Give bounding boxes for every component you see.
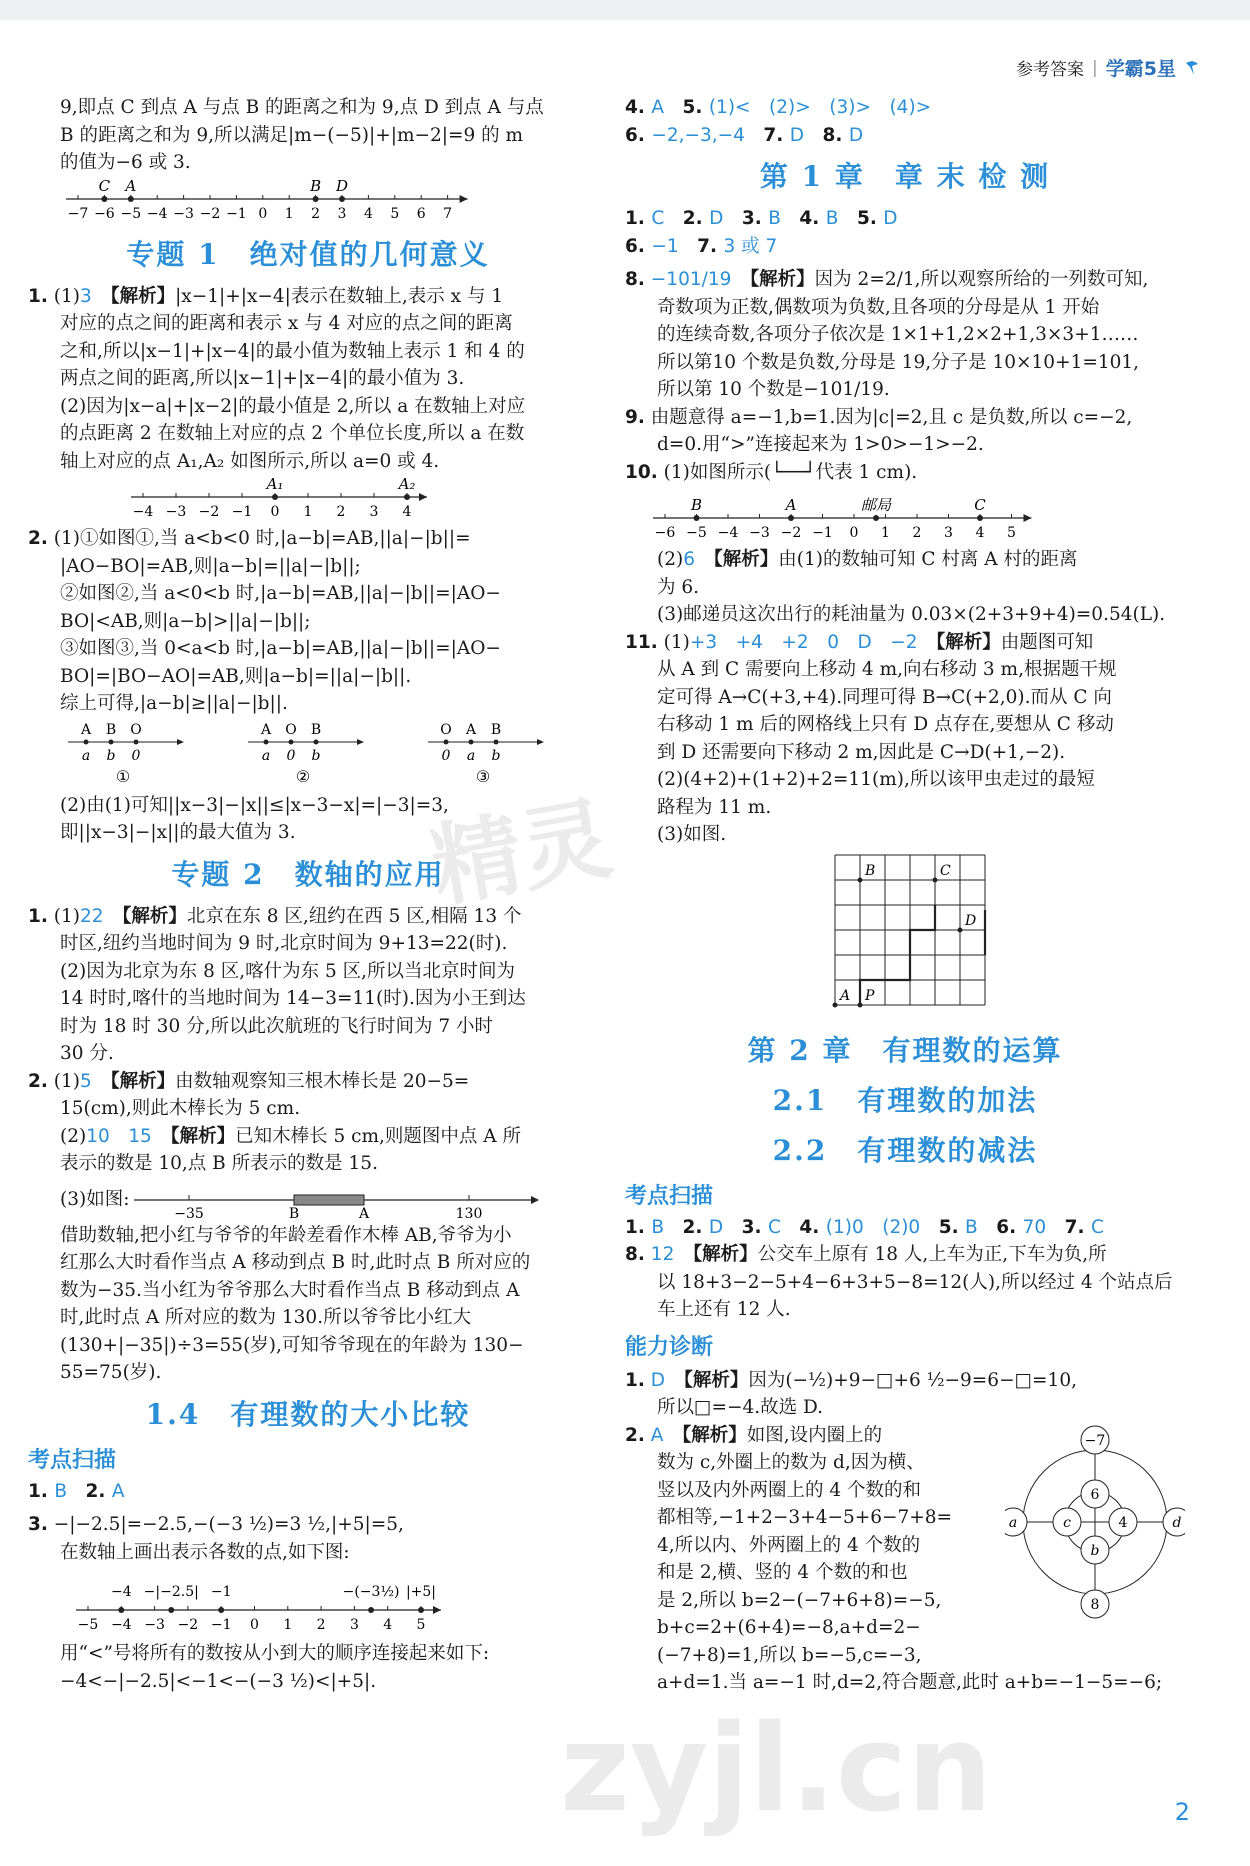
tick-label: −2 [780, 525, 802, 541]
tick-label: −35 [174, 1205, 205, 1222]
point-label: B [690, 496, 703, 514]
point [101, 196, 107, 202]
text-line: 15(cm),则此木棒长为 5 cm. [60, 1098, 301, 1119]
section-title-2-1: 2.1 有理数的加法 [772, 1083, 1038, 1117]
point-label: O [130, 721, 142, 738]
point [977, 515, 983, 521]
tick-label: 4 [402, 504, 412, 520]
text-line: 即||x−3|−|x||的最大值为 3. [60, 822, 296, 843]
stick-rect [294, 1195, 364, 1205]
tick-label: −6 [654, 525, 676, 541]
text-line: 到 D 还需要向下移动 2 m,因此是 C→D(+1,−2). [657, 741, 1066, 763]
number-line-3 [28, 1566, 588, 1636]
tick-label: 0 [258, 205, 268, 222]
tick-label: 5 [390, 205, 400, 222]
node-label: a [1008, 1514, 1018, 1531]
tick-label: 2 [912, 525, 922, 541]
point-label: O [440, 721, 452, 738]
top-bar [0, 0, 1250, 20]
node-label: b [1090, 1542, 1100, 1559]
tick-label: −5 [120, 205, 142, 222]
point [264, 739, 269, 744]
kaodian-heading-2: 考点扫描 [625, 1183, 714, 1209]
answer: B [825, 208, 857, 229]
tick-label: −5 [77, 1617, 99, 1633]
point-label: B [105, 721, 117, 738]
number-line-1 [28, 475, 588, 521]
text-line: 是 2,所以 b=2−(−7+6+8)=−5, [657, 1589, 942, 1611]
tick-label: 7 [443, 205, 453, 222]
tick-label: 4 [383, 1617, 393, 1633]
nengli-heading: 能力诊断 [625, 1334, 714, 1360]
intro-line: 的值为−6 或 3. [60, 152, 191, 173]
tick-label: −3 [749, 525, 770, 541]
tick-label: −7 [67, 205, 89, 222]
node-label: 4 [1118, 1514, 1128, 1531]
tick-label: 0 [270, 504, 280, 520]
circle-figure [1005, 1422, 1185, 1622]
tick-label: 0 [849, 525, 859, 541]
point-value: b [311, 747, 321, 764]
text-line: d=0.用“>”连接起来为 1>0>−1>−2. [657, 434, 984, 455]
grid-point [958, 927, 963, 932]
three-number-lines [28, 718, 588, 788]
answer: A [651, 97, 683, 118]
answer: 70 [1022, 1216, 1065, 1238]
text-line: 借助数轴,把小红与爷爷的年龄差看作木棒 AB,爷爷为小 [60, 1224, 512, 1246]
tick-label: 3 [944, 525, 953, 541]
point [368, 1607, 374, 1613]
text-line: (2)(4+2)+(1+2)+2=11(m),所以该甲虫走过的最短 [657, 769, 1095, 790]
q4-solution [28, 1095, 588, 1123]
tick-label: 4 [363, 205, 373, 222]
point-label: A [80, 721, 92, 738]
number-line-post [625, 486, 1185, 542]
q3-solution [28, 930, 588, 1068]
arrow-icon [531, 1196, 539, 1204]
text-line: BO|=|BO−AO|=AB,则|a−b|=||a|−|b||. [60, 665, 412, 687]
kaodian-heading: 考点扫描 [28, 1447, 117, 1473]
text-line: 的连续奇数,各项分子依次是 1×1+1,2×2+1,3×3+1…… [657, 324, 1139, 345]
point [289, 739, 294, 744]
text-line: 所以第 10 个数是−101/19. [657, 379, 890, 400]
text-line: 和是 2,横、竖的 4 个数的和也 [657, 1562, 908, 1583]
page-header: 参考答案 | 学霸5星 [1016, 54, 1200, 81]
brand-logo: 学霸5星 [1105, 58, 1176, 80]
tick-label: 3 [337, 205, 347, 222]
point-label: −|−2.5| [143, 1584, 199, 1600]
q2-conclusion [28, 792, 588, 847]
point-value: b [491, 747, 501, 764]
point-label: B [310, 721, 322, 738]
point-value: a [466, 747, 476, 764]
right-column: 4. A 5. (1)< (2)> (3)> (4)> 6. −2,−3,−4 7. D 8. D 第 1 章 章 末 检 测 1. C 2. D 3. B 4. B 5. D 6. −1 7. 3 或 7 8. −101/19 【解析】因为 2=2/1,所以观察所给的一列数可知, 奇数项为正数,偶数项为负数,且各项的分母是从 1 开始 的连续奇数,各项分子依次是 1×1+1,2×2+1,3×3+1…… 所以第10 个数是负数,分母是 19,分子是 10×10+1=101, 所以第 10 个数是−101/19. 9. 由题意得 a=−1,b=1.因为|c|=2,且 c 是负数,所以 c=−2, d=0.用“>”连接起来为 1>0>−1>−2. 10. (1)如图所示(└──┘代表 1 cm). −6 −5 −4 −3 −2 −1 0 1 2 3 4 5 B A 邮局 C (2)6 【解析】由(1)的数轴可知 C 村离 A 村的距离 为 6. (3)邮递员这次出行的耗油量为 0.03×(2+3+9+4)=0.54(L). 11. (1)+3 +4 +2 0 D −2 【解析】由题图可知 从 A 到 C 需要向上移动 4 m,向右移动 3 m,根据题干规 定可得 A→C(+3,+4).同理可得 B→C(+2,0).而从 C 向 右移动 1 m 后的网格线上只有 D 点存在,要想从 C 移动 到 D 还需要向下移动 2 m,因此是 C→D(+1,−2). (2)(4+2)+(1+2)+2=11(m),所以该甲虫走过的最短 路程为 11 m. (3)如图. B C D A P 第 2 章 有理数的运算 2.1 有理数的加法 2.2 有理数的减法 考点扫描 1. B 2. D 3. C 4. (1)0 (2)0 5. B 6. 70 7. C 8. 12 【解析】公交车上原有 18 人,上车为正,下车为负,所 以 18+3−2−5+4−6+3+5−8=12(人),所以经过 4 个站点后 车上还有 12 人. 能力诊断 1. D 【解析】因为(−½)+9−□+6 ½−9=6−□=10, 所以□=−4.故选 D. −7 6 c 4 b a d 8 2. A 【解析】如图,设内圈上的 数为 c,外圈上的数为 d,因为横、 竖以及内外两圈上的 4 个数的和 都相等,−1+2−3+4−5+6−7+8= 4,所以内、外两圈上的 4 个数的 和是 2,横、竖的 4 个数的和也 是 2,所以 b=2−(−7+6+8)=−5, b+c=2+(6+4)=−8,a+d=2− (−7+8)=1,所以 b=−5,c=−3, a+d=1.当 a=−1 时,d=2,符合题意,此时 a+b=−1−5=−6; [625, 94, 1185, 1697]
tick-label: 5 [416, 1617, 426, 1633]
point [873, 515, 879, 521]
text-line: 时区,纽约当地时间为 9 时,北京时间为 9+13=22(时). [60, 933, 508, 954]
point [314, 739, 319, 744]
point [694, 515, 700, 521]
text-line: (2)因为|x−a|+|x−2|的最小值是 2,所以 a 在数轴上对应 [60, 395, 526, 417]
section-title-1-4: 1.4 有理数的大小比较 [145, 1397, 471, 1431]
arrow-icon [460, 195, 468, 203]
answer: D [848, 124, 882, 146]
point-label: A [465, 721, 477, 738]
text-line: 55=75(岁). [60, 1362, 162, 1383]
text-line: 4,所以内、外两圈上的 4 个数的 [657, 1534, 921, 1556]
section-title-2-2: 2.2 有理数的减法 [772, 1133, 1038, 1167]
answer: 3 或 7 [723, 235, 796, 257]
text-line: 30 分. [60, 1043, 114, 1064]
text-line: a+d=1.当 a=−1 时,d=2,符合题意,此时 a+b=−1−5=−6; [657, 1672, 1163, 1693]
bird-icon [1184, 59, 1200, 77]
tick-label: 4 [975, 525, 985, 541]
text-line: 两点之间的距离,所以|x−1|+|x−4|的最小值为 3. [60, 368, 465, 389]
point [134, 739, 139, 744]
grid-point-label: A [840, 987, 851, 1004]
figure-caption: ① [115, 766, 131, 786]
arrow-icon [537, 739, 544, 745]
text-line: 数为 c,外圈上的数为 d,因为横、 [657, 1452, 925, 1473]
text-line: 定可得 A→C(+3,+4).同理可得 B→C(+2,0).而从 C 向 [657, 686, 1112, 708]
grid-point-label: C [940, 862, 951, 879]
text-line: |AO−BO|=AB,则|a−b|=||a|−|b||; [60, 555, 361, 577]
intro-line: 9,即点 C 到点 A 与点 B 的距离之和为 9,点 D 到点 A 与点 [60, 97, 544, 118]
point-value: 0 [441, 747, 451, 764]
point [418, 1607, 424, 1613]
arrow-icon [1024, 514, 1032, 522]
point-label: B [310, 176, 322, 195]
text-line: b+c=2+(6+4)=−8,a+d=2− [657, 1617, 921, 1638]
tick-label: 2 [316, 1617, 326, 1633]
tick-label: 1 [284, 205, 294, 222]
point-label: O [285, 721, 297, 738]
tick-label: 2 [311, 205, 321, 222]
text-line: 综上可得,|a−b|≥||a|−|b||. [60, 693, 288, 714]
point [469, 739, 474, 744]
tick-label: −1 [231, 504, 253, 520]
tick-label: −1 [226, 205, 247, 222]
point-label: −4 [110, 1584, 132, 1600]
number-line-0 [28, 177, 588, 223]
grid-point [833, 1002, 838, 1007]
text-line: (130+|−35|)÷3=55(岁),可知爷爷现在的年龄为 130− [60, 1334, 524, 1356]
answer: (1)0 (2)0 [825, 1216, 939, 1238]
tick-label: −5 [686, 525, 707, 541]
answer: D [789, 124, 823, 146]
tick-label: 5 [1007, 525, 1016, 541]
page-number: 2 [1174, 1798, 1190, 1826]
answer: B [768, 208, 800, 229]
text-line: (3)邮递员这次出行的耗油量为 0.03×(2+3+9+4)=0.54(L). [657, 604, 1166, 625]
point-value: a [81, 747, 91, 764]
tick-label: 1 [881, 525, 890, 541]
q2-solution [28, 553, 588, 718]
answer-row-1-2: 1. B 2. A [28, 1480, 144, 1502]
point-label: A₁ [266, 475, 284, 493]
figure-caption: ③ [475, 766, 491, 786]
point-value: b [106, 747, 116, 764]
node-label: d [1172, 1514, 1182, 1531]
point-label: |+5| [405, 1584, 437, 1600]
answer: B [651, 1216, 683, 1238]
tick-label: −1 [812, 525, 833, 541]
tick-label: 3 [369, 504, 379, 520]
text-line: 的点距离 2 在数轴上对应的点 2 个单位长度,所以 a 在数 [60, 423, 525, 444]
section-title-topic1: 专题 1 绝对值的几何意义 [126, 237, 490, 271]
point-label: A [125, 176, 137, 195]
point [272, 494, 278, 500]
tick-label: −1 [210, 1617, 232, 1633]
answer: D [709, 208, 742, 229]
grid-point [933, 877, 938, 882]
point [339, 196, 345, 202]
text-line: 以 18+3−2−5+4−6+3+5−8=12(人),所以经过 4 个站点后 [657, 1271, 1173, 1293]
point [494, 739, 499, 744]
point-label: 邮局 [861, 496, 892, 514]
point-label: A [785, 496, 797, 514]
text-line: ②如图②,当 a<0<b 时,|a−b|=AB,||a|−|b||=|AO− [60, 583, 501, 604]
text-line: 14 时时,喀什的当地时间为 14−3=11(时).因为小王到达 [60, 988, 526, 1009]
point-label: A₂ [398, 475, 416, 493]
tick-label: −2 [198, 504, 220, 520]
grid-point-label: B [865, 862, 876, 879]
tick-label: 1 [283, 1617, 293, 1633]
tick-label: −4 [132, 504, 154, 520]
text-line: 为 6. [657, 576, 700, 598]
point-label: C [974, 496, 986, 514]
tick-label: −4 [146, 205, 168, 222]
grid-point-label: P [865, 987, 875, 1004]
point-label: C [98, 176, 111, 195]
node-label: 8 [1090, 1596, 1100, 1613]
left-column: 9,即点 C 到点 A 与点 B 的距离之和为 9,点 D 到点 A 与点 B 的距离之和为 9,所以满足|m−(−5)|+|m−2|=9 的 m 的值为−6 或 3. −7 −6 −5 −4 −3 −2 −1 0 1 2 3 4 5 6 7 C A B D 专题 1 绝对值的几何意义 1. (1)3 【解析】|x−1|+|x−4|表示在数轴上,表示 x 与 1 对应的点之间的距离和表示 x 与 4 对应的点之间的距离 之和,所以|x−1|+|x−4|的最小值为数轴上表示 1 和 4 的 两点之间的距离,所以|x−1|+|x−4|的最小值为 3. (2)因为|x−a|+|x−2|的最小值是 2,所以 a 在数轴上对应 的点距离 2 在数轴上对应的点 2 个单位长度,所以 a 在数 轴上对应的点 A₁,A₂ 如图所示,所以 a=0 或 4. −4 −3 −2 −1 0 1 2 3 4 A₁ A₂ 2. (1)①如图①,当 a<b<0 时,|a−b|=AB,||a|−|b||= |AO−BO|=AB,则|a−b|=||a|−|b||; ②如图②,当 a<0<b 时,|a−b|=AB,||a|−|b||=|AO− BO|<AB,则|a−b|>||a|−|b||; ③如图③,当 0<a<b 时,|a−b|=AB,||a|−|b||=|AO− BO|=|BO−AO|=AB,则|a−b|=||a|−|b||. 综上可得,|a−b|≥||a|−|b||. A a B b O 0 ① A a O 0 B b ② O 0 A a B b ③ (2)由(1)可知||x−3|−|x||≤|x−3−x|=|−3|=3, 即||x−3|−|x||的最大值为 3. 专题 2 数轴的应用 1. (1)22 【解析】北京在东 8 区,纽约在西 5 区,相隔 13 个 时区,纽约当地时间为 9 时,北京时间为 9+13=22(时). (2)因为北京为东 8 区,喀什为东 5 区,所以当北京时间为 14 时时,喀什的当地时间为 14−3=11(时).因为小王到达 时为 18 时 30 分,所以此次航班的飞行时间为 7 小时 30 分. 2. (1)5 【解析】由数轴观察知三根木棒长是 20−5= 15(cm),则此木棒长为 5 cm. (2)10 15 【解析】已知木棒长 5 cm,则题图中点 A 所 表示的数是 10,点 B 所表示的数是 15. (3)如图: −35 B A 130 借助数轴,把小红与爷爷的年龄差看作木棒 AB,爷爷为小 红那么大时看作当点 A 移动到点 B 时,此时点 B 所对应的 数为−35.当小红为爷爷那么大时看作当点 B 移动到点 A 时,此时点 A 所对应的数为 130.所以爷爷比小红大 (130+|−35|)÷3=55(岁),可知爷爷现在的年龄为 130− 55=75(岁). 1.4 有理数的大小比较 考点扫描 1. B 2. A 3. −|−2.5|=−2.5,−(−3 ½)=3 ½,|+5|=5, 在数轴上画出表示各数的点,如下图: −5 −4 −3 −2 −1 0 1 2 3 4 5 −4 −|−2.5| −1 −(−3½) |+5| 用“<”号将所有的数按从小到大的顺序连接起来如下: −4<−|−2.5|<−1<−(−3 ½)<|+5|. [28, 94, 588, 1695]
text-line: (3)如图. [657, 824, 727, 845]
tick-label: −4 [110, 1617, 132, 1633]
tick-label: −2 [177, 1617, 199, 1633]
answer: B [965, 1216, 997, 1238]
text-line: 从 A 到 C 需要向上移动 4 m,向右移动 3 m,根据题干规 [657, 659, 1117, 680]
grid-point-label: D [965, 912, 977, 929]
tick-label: 130 [456, 1205, 483, 1222]
point [109, 739, 114, 744]
answer: D [708, 1216, 742, 1238]
answer: (1)< (2)> (3)> (4)> [708, 97, 950, 118]
bug-grid-figure [625, 849, 1185, 1019]
header-label: 参考答案 [1016, 60, 1085, 80]
answer: −2,−3,−4 [651, 124, 764, 146]
tick-label: 2 [336, 504, 346, 520]
section-title-ch2: 第 2 章 有理数的运算 [747, 1033, 1063, 1067]
stick-number-line [129, 1178, 549, 1222]
text-line: 车上还有 12 人. [657, 1299, 791, 1320]
point [313, 196, 319, 202]
tick-label: B [289, 1205, 300, 1222]
tick-label: 3 [349, 1617, 359, 1633]
answer: C [1090, 1216, 1123, 1238]
answer: C [651, 208, 683, 229]
tick-label: −6 [94, 205, 115, 222]
text-line: 之和,所以|x−1|+|x−4|的最小值为数轴上表示 1 和 4 的 [60, 340, 525, 362]
intro-paragraph [28, 94, 588, 177]
point [128, 196, 134, 202]
arrow-icon [357, 739, 364, 745]
tick-label: −3 [173, 205, 194, 222]
tick-label: 0 [250, 1617, 259, 1633]
answer: C [767, 1216, 800, 1238]
watermark-bottom: zyjl.cn [560, 1700, 993, 1839]
point-label: B [490, 721, 502, 738]
tick-label: −4 [717, 525, 739, 541]
tick-label: A [359, 1205, 370, 1222]
section-title-topic2: 专题 2 数轴的应用 [171, 857, 445, 891]
point [788, 515, 794, 521]
grid-point [858, 877, 863, 882]
watermark-center: 精灵 [423, 786, 620, 921]
text-line: 路程为 11 m. [657, 796, 772, 818]
answer: A [111, 1480, 144, 1502]
text-line: 竖以及内外两圈上的 4 个数的和 [657, 1479, 922, 1501]
tick-label: −2 [199, 205, 221, 222]
answer: B [54, 1480, 86, 1502]
point-label: A [260, 721, 272, 738]
text-line: 时,此时点 A 所对应的数为 130.所以爷爷比小红大 [60, 1307, 472, 1328]
point [168, 1607, 174, 1613]
section-title-ch1-test: 第 1 章 章 末 检 测 [759, 160, 1051, 193]
point-value: 0 [131, 747, 141, 764]
text-line: 时为 18 时 30 分,所以此次航班的飞行时间为 7 小时 [60, 1015, 494, 1037]
tick-label: −3 [144, 1617, 165, 1633]
arrow-icon [419, 493, 427, 501]
answer: −1 [651, 235, 698, 257]
point-label: D [335, 176, 349, 195]
point [84, 739, 89, 744]
point [404, 494, 410, 500]
text-line: 对应的点之间的距离和表示 x 与 4 对应的点之间的距离 [60, 313, 513, 334]
text-line: 红那么大时看作当点 A 移动到点 B 时,此时点 B 所对应的 [60, 1252, 531, 1273]
text-line: ③如图③,当 0<a<b 时,|a−b|=AB,||a|−|b||=|AO− [60, 638, 501, 659]
point-label: −1 [210, 1584, 232, 1600]
tick-label: −3 [165, 504, 187, 520]
point-value: a [261, 747, 271, 764]
q1-solution [28, 310, 588, 475]
text-line: 都相等,−1+2−3+4−5+6−7+8= [657, 1507, 953, 1528]
text-line: 数为−35.当小红为爷爷那么大时看作当点 B 移动到点 A [60, 1279, 520, 1301]
arrow-icon [433, 1606, 441, 1614]
text-line: 表示的数是 10,点 B 所表示的数是 15. [60, 1153, 378, 1174]
text-line: (2)由(1)可知||x−3|−|x||≤|x−3−x|=|−3|=3, [60, 794, 449, 816]
tick-label: 1 [303, 504, 313, 520]
intro-line: B 的距离之和为 9,所以满足|m−(−5)|+|m−2|=9 的 m [60, 124, 524, 146]
point-label: −(−3½) [342, 1584, 400, 1600]
text-line: 奇数项为正数,偶数项为负数,且各项的分母是从 1 开始 [657, 296, 1100, 318]
tick-label: 6 [416, 205, 426, 222]
point [218, 1607, 224, 1613]
point-value: 0 [286, 747, 296, 764]
answer: D [883, 208, 917, 229]
text-line: 轴上对应的点 A₁,A₂ 如图所示,所以 a=0 或 4. [60, 450, 440, 472]
text-line: 所以第10 个数是负数,分母是 19,分子是 10×10+1=101, [657, 351, 1140, 373]
figure-caption: ② [295, 766, 311, 786]
arrow-icon [177, 739, 184, 745]
text-line: 右移动 1 m 后的网格线上只有 D 点存在,要想从 C 移动 [657, 714, 1114, 735]
text-line: (2)因为北京为东 8 区,喀什为东 5 区,所以当北京时间为 [60, 960, 516, 982]
q4-conclusion [28, 1222, 588, 1387]
node-label: −7 [1084, 1432, 1106, 1449]
text-line: (−7+8)=1,所以 b=−5,c=−3, [657, 1644, 922, 1666]
point [118, 1607, 124, 1613]
text-line: BO|<AB,则|a−b|>||a|−|b||; [60, 610, 311, 632]
node-label: 6 [1090, 1486, 1100, 1503]
node-label: c [1063, 1514, 1071, 1531]
point [444, 739, 449, 744]
